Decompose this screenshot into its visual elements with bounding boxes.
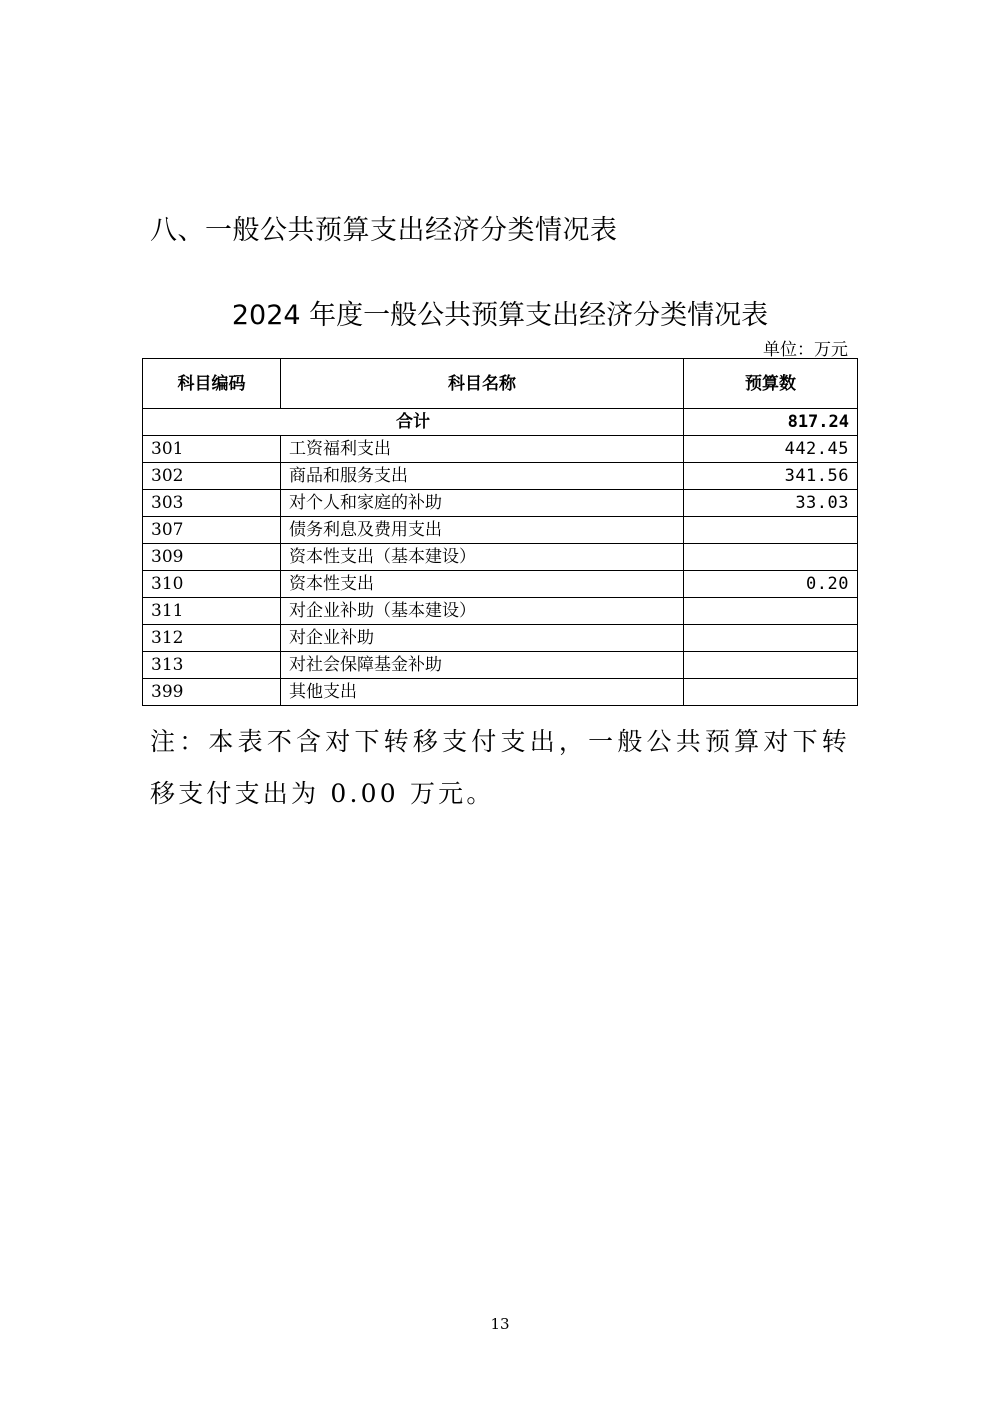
table-row [143, 571, 858, 598]
row-name: 工资福利支出 [281, 436, 684, 463]
total-label: 合计 [143, 409, 684, 436]
row-amount [684, 598, 858, 625]
row-amount [684, 517, 858, 544]
row-code: 309 [143, 544, 281, 571]
row-name: 对企业补助（基本建设） [281, 598, 684, 625]
row-name: 其他支出 [281, 679, 684, 706]
header-amount: 预算数 [684, 359, 858, 409]
footnote: 注：本表不含对下转移支付支出，一般公共预算对下转移支付支出为 0.00 万元。 [150, 727, 850, 808]
total-amount: 817.24 [684, 409, 858, 436]
row-amount: 0.20 [684, 571, 858, 598]
row-name: 对企业补助 [281, 625, 684, 652]
row-amount [684, 679, 858, 706]
header-name: 科目名称 [281, 359, 684, 409]
table-row [143, 517, 858, 544]
header-code: 科目编码 [143, 359, 281, 409]
page-number: 13 [490, 1315, 510, 1333]
row-code: 311 [143, 598, 281, 625]
section-heading: 八、一般公共预算支出经济分类情况表 [150, 215, 618, 246]
table-header-row [143, 359, 858, 409]
table-row [143, 679, 858, 706]
table-row [143, 436, 858, 463]
row-code: 399 [143, 679, 281, 706]
unit-label: 单位：万元 [763, 340, 848, 360]
row-code: 302 [143, 463, 281, 490]
row-code: 307 [143, 517, 281, 544]
row-name: 资本性支出 [281, 571, 684, 598]
row-name: 商品和服务支出 [281, 463, 684, 490]
table-title: 2024 年度一般公共预算支出经济分类情况表 [231, 300, 769, 331]
row-code: 301 [143, 436, 281, 463]
row-amount [684, 544, 858, 571]
table-row [143, 463, 858, 490]
row-code: 310 [143, 571, 281, 598]
table-row [143, 544, 858, 571]
row-code: 313 [143, 652, 281, 679]
row-name: 债务利息及费用支出 [281, 517, 684, 544]
budget-table [142, 358, 858, 706]
table-row [143, 625, 858, 652]
row-amount: 33.03 [684, 490, 858, 517]
row-name: 资本性支出（基本建设） [281, 544, 684, 571]
row-name: 对个人和家庭的补助 [281, 490, 684, 517]
table-row [143, 490, 858, 517]
row-code: 312 [143, 625, 281, 652]
table-row [143, 652, 858, 679]
row-name: 对社会保障基金补助 [281, 652, 684, 679]
row-code: 303 [143, 490, 281, 517]
row-amount: 442.45 [684, 436, 858, 463]
row-amount [684, 625, 858, 652]
table-row [143, 598, 858, 625]
row-amount: 341.56 [684, 463, 858, 490]
row-amount [684, 652, 858, 679]
total-row [143, 409, 858, 436]
